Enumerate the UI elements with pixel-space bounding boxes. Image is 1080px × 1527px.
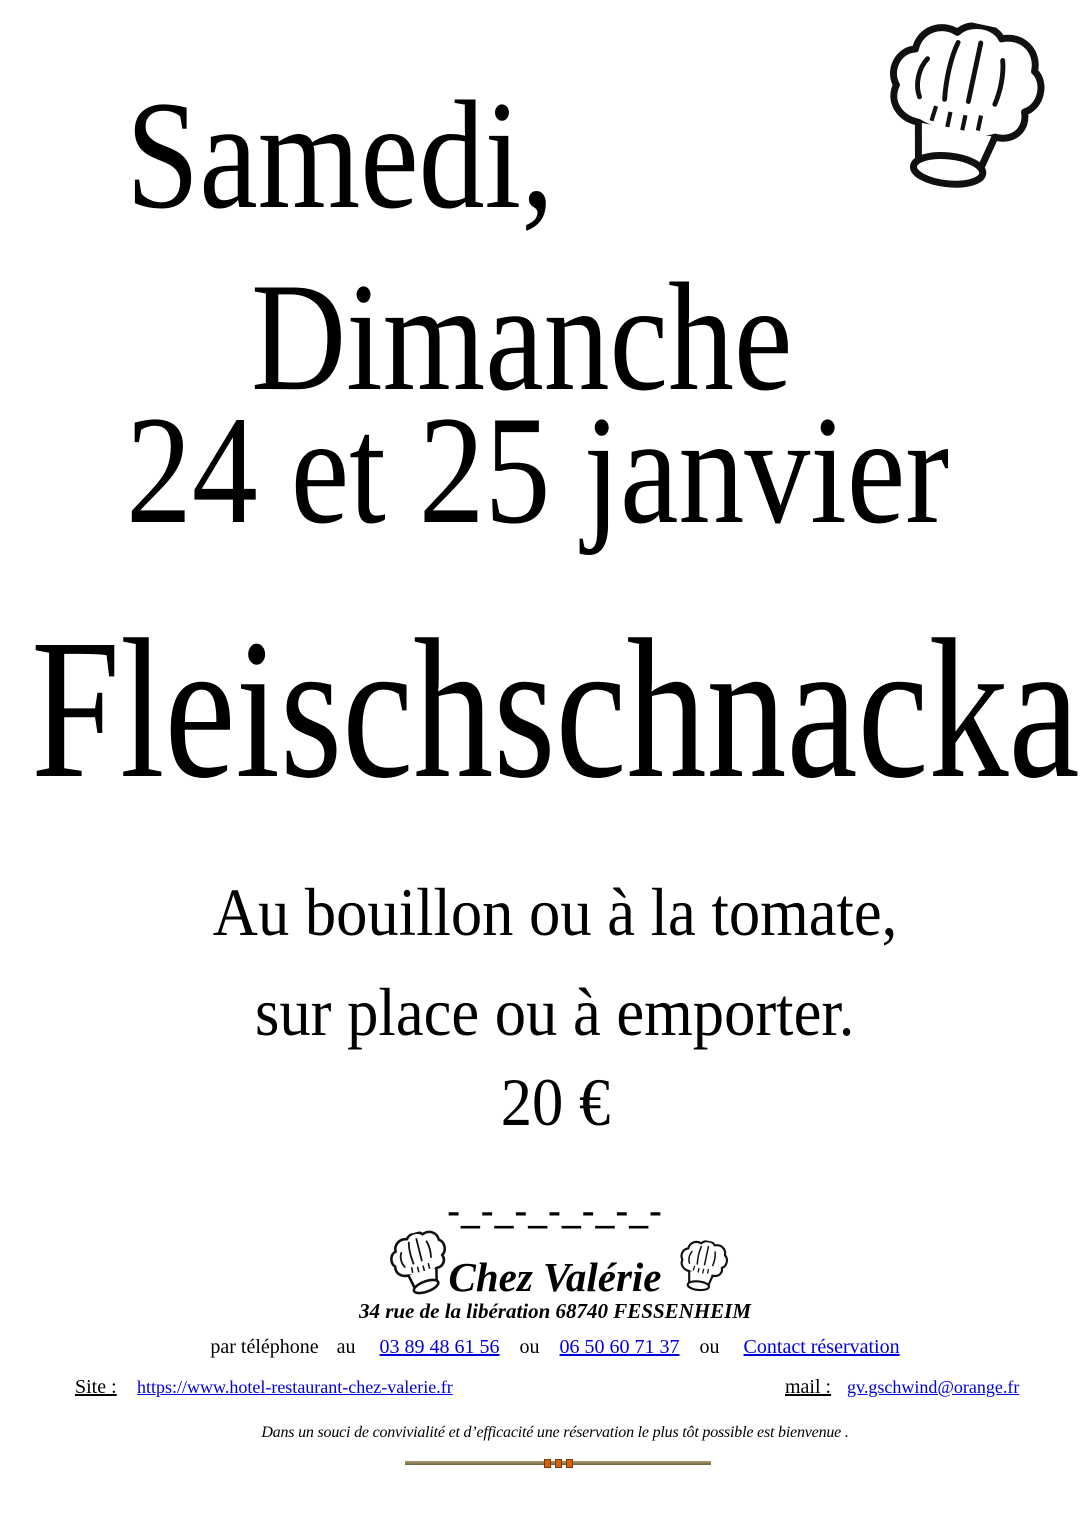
subtitle-line-2 bbox=[30, 974, 1080, 1050]
site-label: Site : bbox=[75, 1376, 117, 1398]
decorative-divider bbox=[405, 1458, 711, 1468]
decorative-dashes-text: -_-_-_-_-_-_- bbox=[447, 1190, 663, 1232]
reservation-note bbox=[30, 1425, 1080, 1441]
phone-intro: par téléphone bbox=[210, 1336, 319, 1358]
dish-title-text: Fleischschnacka bbox=[30, 599, 1080, 820]
divider-square bbox=[555, 1459, 562, 1468]
heading-day-1-text: Samedi, bbox=[126, 69, 555, 241]
decorative-dashes bbox=[30, 1192, 1080, 1230]
or-word-1: ou bbox=[519, 1336, 540, 1358]
price bbox=[30, 1064, 1080, 1140]
heading-day-2-text: Dimanche bbox=[251, 251, 793, 423]
phone-number-1-link[interactable]: 03 89 48 61 56 bbox=[379, 1336, 500, 1358]
heading-day-1 bbox=[126, 69, 630, 241]
phone-line bbox=[30, 1337, 1080, 1357]
subtitle-line-2-text: sur place ou à emporter. bbox=[255, 974, 855, 1050]
mail-address-link[interactable]: gv.gschwind@orange.fr bbox=[847, 1377, 1020, 1397]
divider-square bbox=[566, 1459, 573, 1468]
phone-number-2-link[interactable]: 06 50 60 71 37 bbox=[559, 1336, 680, 1358]
site-url-link[interactable]: https://www.hotel-restaurant-chez-valerie.fr bbox=[137, 1377, 453, 1397]
address-text: 34 rue de la libération 68740 FESSENHEIM bbox=[358, 1299, 752, 1323]
chef-hat-icon bbox=[865, 8, 1056, 220]
reservation-note-text: Dans un souci de convivialité et d’efficacité une réservation le plus tôt possible est bienvenue . bbox=[261, 1424, 849, 1441]
contact-reservation-link[interactable]: Contact réservation bbox=[743, 1336, 900, 1358]
restaurant-name-text: Chez Valérie bbox=[448, 1254, 662, 1300]
address bbox=[30, 1301, 1080, 1322]
restaurant-name bbox=[30, 1254, 1080, 1300]
phone-word-au: au bbox=[336, 1336, 356, 1358]
heading-dates-text: 24 et 25 janvier bbox=[126, 384, 950, 556]
subtitle-line-1-text: Au bouillon ou à la tomate, bbox=[212, 874, 898, 950]
dish-title bbox=[30, 599, 1080, 820]
subtitle-line-1 bbox=[30, 874, 1080, 950]
price-text: 20 € bbox=[500, 1064, 610, 1140]
mail-label: mail : bbox=[785, 1376, 832, 1398]
or-word-2: ou bbox=[699, 1336, 720, 1358]
heading-dates bbox=[126, 384, 1080, 556]
divider-square bbox=[544, 1459, 551, 1468]
